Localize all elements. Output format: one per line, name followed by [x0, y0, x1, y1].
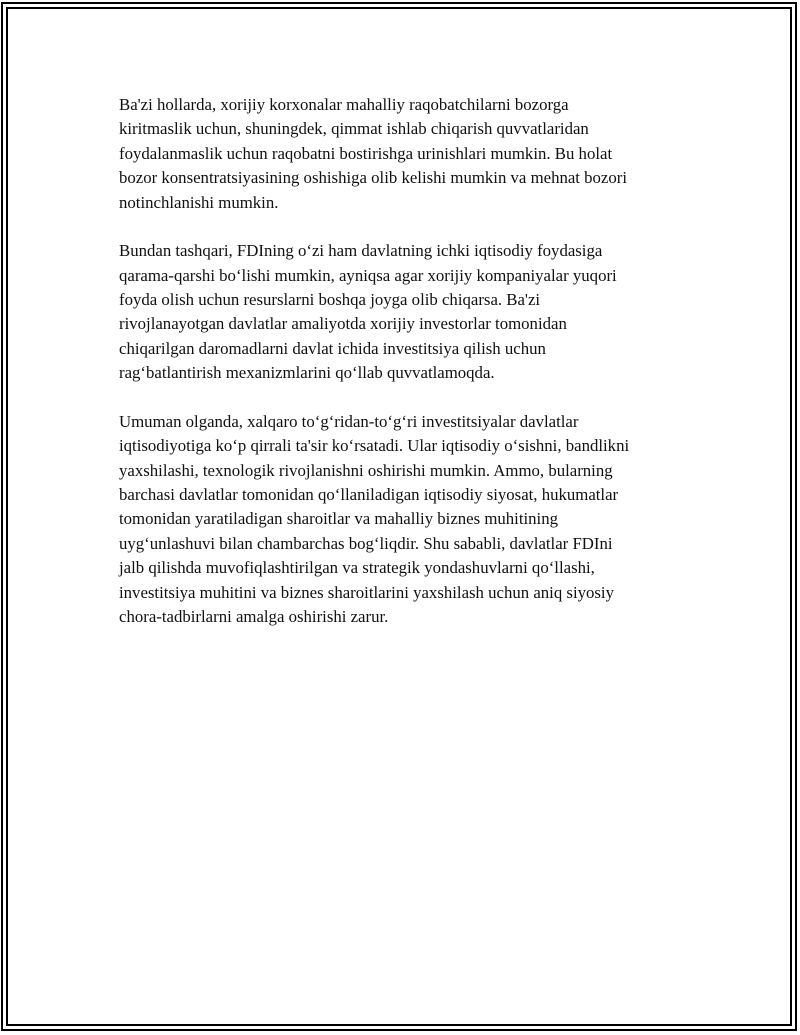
paragraph-1: Ba'zi hollarda, xorijiy korxonalar mahalliy raqobatchilarni bozorga kiritmaslik uchun, shuningdek, qimmat ishlab chiqarish quvvatlaridan foydalanmaslik uchun raqobatni bostirishga urinishlari mumkin. Bu holat bozor konsentratsiyasining oshishiga olib kelishi mumkin va mehnat bozori notinchlanishi mumkin. — [119, 95, 628, 212]
document-body — [119, 93, 679, 654]
paragraph-2: Bundan tashqari, FDIning o‘zi ham davlatning ichki iqtisodiy foydasiga qarama-qarshi bo‘lishi mumkin, ayniqsa agar xorijiy kompaniyalar yuqori foyda olish uchun resurslarni boshqa joyga olib chiqarsa. Ba'zi rivojlanayotgan davlatlar amaliyotda xorijiy investorlar tomonidan chiqarilgan daromadlarni davlat ichida investitsiya qilish uchun rag‘batlantirish mexanizmlarini qo‘llab quvvatlamoqda. — [119, 241, 617, 383]
paragraph-3: Umuman olganda, xalqaro to‘g‘ridan-to‘g‘ri investitsiyalar davlatlar iqtisodiyotiga ko‘p qirrali ta'sir ko‘rsatadi. Ular iqtisodiy o‘sishni, bandlikni yaxshilashi, texnologik rivojlanishni oshirishi mumkin. Ammo, bularning barchasi davlatlar tomonidan qo‘llaniladigan iqtisodiy siyosat, hukumatlar tomonidan yaratiladigan sharoitlar va mahalliy biznes muhitining uyg‘unlashuvi bilan chambarchas bog‘liqdir. Shu sababli, davlatlar FDIni jalb qilishda muvofiqlashtirilgan va strategik yondashuvlarni qo‘llashi, investitsiya muhitini va biznes sharoitlarini yaxshilash uchun aniq siyosiy chora-tadbirlarni amalga oshirishi zarur. — [119, 411, 630, 627]
